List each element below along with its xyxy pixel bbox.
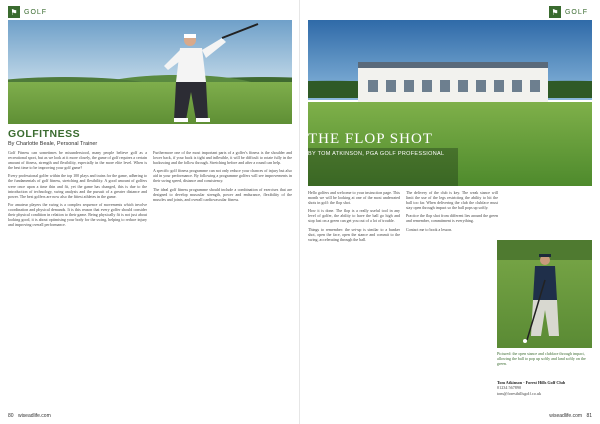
paragraph: Every professional golfer within the top 100 plays and trains for the game, adhering to the fundamentals of golf fitness, stretching and flexibility. A good amount of golfers were once upon a time thin and fit, yet the game has changed, this is due to the introduction of technology, swing analysis and the pursuit of a greater distance and power. The best golfers are now also the fittest athletes in the game. [8, 173, 147, 199]
paragraph: A specific golf fitness programme can not only reduce your chances of injury but also aid in your performance. By following a programme golfers will see improvements in their swing speed, distance and consistency. [153, 168, 292, 184]
photo-caption: Pictured: the open stance and clubface through impact, allowing the ball to pop up softly and land softly on the green. [497, 351, 586, 366]
left-header [8, 5, 51, 19]
right-columns [308, 190, 592, 245]
left-column-1 [8, 150, 147, 230]
paragraph: Things to remember: the set-up is similar to a bunker shot, open the face, open the stance and commit to the swing, accelerating through the ball. [308, 226, 400, 242]
left-page-number: 80 wiseadlife.com [8, 413, 51, 419]
article-byline: By Charlotte Beale, Personal Trainer [8, 141, 98, 147]
paragraph: For amateur players the swing is a complex sequence of movements which involve coordination and physical demands. It is this reason that every golfer should consider their physical condition in relation to their game. Being physically fit is not just about looking good, it is about optimising your body for the swing, helping to reduce injury and improving overall performance. [8, 201, 147, 228]
golfer-photo [497, 240, 592, 348]
feature-title: THE FLOP SHOT [308, 131, 433, 147]
right-page [300, 0, 600, 424]
paragraph: Contact me to book a lesson. [406, 226, 453, 232]
left-column-2 [153, 150, 292, 230]
contact-name: Tom Atkinson - Forest Hills Golf Club [497, 380, 566, 385]
left-columns [8, 150, 292, 230]
paragraph: Golf Fitness can sometimes be misunderstood, many people believe golf as a recreational sport, but as we look at it more closely, the game of golf requires a certain amount of fitness, strength and flexibility, especially in the more elite level. When is the best time to be improving your golf game? [8, 150, 147, 171]
right-column-2 [406, 190, 498, 245]
paragraph: The delivery of the club is key. The weak stance will limit the use of the legs restricting the ability to hit the ball too far. When delivering the club the clubface must stay open through impact so the ball pops up softly. [406, 190, 498, 211]
clubhouse-building [358, 62, 548, 102]
section-label: GOLF [24, 8, 48, 16]
golf-fitness-hero-image [8, 20, 292, 124]
paragraph: Furthermore one of the most important parts of a golfer's fitness is the shoulder and lower back, if your back is tight and inflexible, it will be difficult to rotate fully in the backswing and the follow through. Stretching before and after a round can help. [153, 150, 292, 166]
golf-flag-icon: ⚑ [549, 6, 561, 18]
golfer-photo [8, 20, 292, 124]
feature-byline: BY TOM ATKINSON, PGA GOLF PROFESSIONAL [308, 151, 445, 157]
right-page-number: wiseadlife.com 81 [549, 413, 592, 419]
clubhouse-hero-image [308, 20, 592, 186]
right-header [549, 5, 592, 19]
right-column-1 [308, 190, 400, 245]
section-label: GOLF [564, 8, 588, 16]
contact-block [497, 380, 592, 396]
paragraph: How it is done. The flop is a really useful tool in any level of golfer, the ability to have the ball go high and stop fast on a green can get you out of a lot of trouble. [308, 208, 400, 224]
contact-phone: 01234 567890 [497, 385, 522, 391]
article-title: GOLFITNESS [8, 128, 81, 140]
flop-shot-photo [497, 240, 592, 348]
contact-email[interactable]: tom@foresthillsgolf.co.uk [497, 390, 542, 396]
paragraph: Practice the flop shot from different lies around the green and remember, commitment is everything. [406, 213, 498, 224]
paragraph: Hello golfers and welcome to your instruction page. This month we will be looking at one of the most underrated shots in golf: the flop shot. [308, 190, 400, 206]
golf-flag-icon: ⚑ [8, 6, 20, 18]
paragraph: The ideal golf fitness programme should include a combination of exercises that are designed to develop muscular strength, power and endurance, flexibility of the muscles and joints, and overall cardiovascular fitness. [153, 186, 292, 202]
